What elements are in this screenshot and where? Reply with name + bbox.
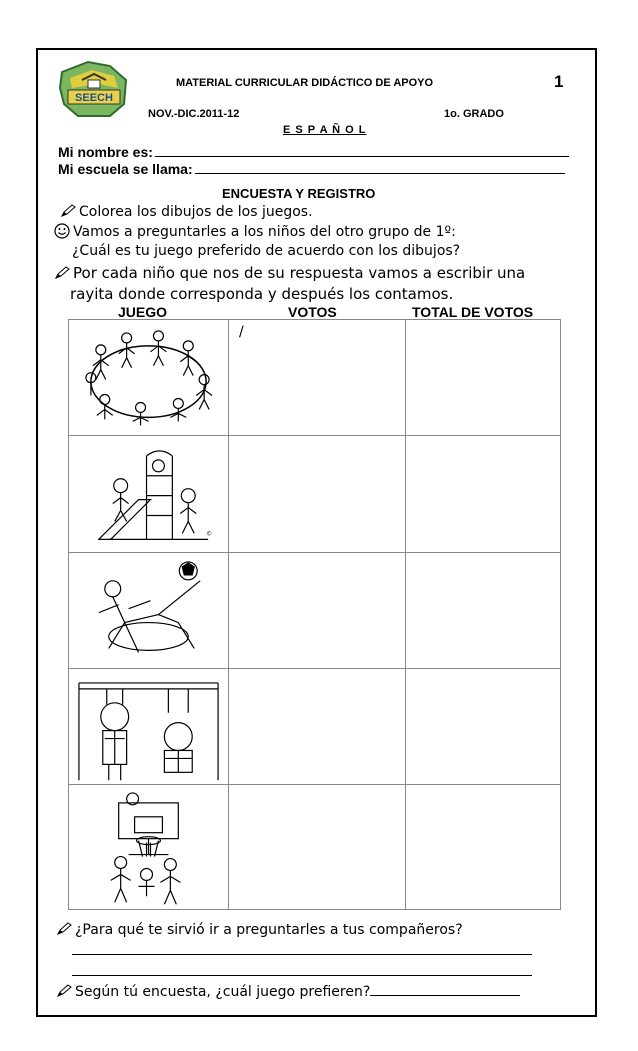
pencil-icon <box>60 204 76 218</box>
slide-illustration <box>69 436 228 551</box>
logo-text: SEECH <box>75 92 113 104</box>
table-row <box>69 436 561 552</box>
table-row <box>69 552 561 668</box>
name-blank[interactable] <box>155 143 569 157</box>
school-field[interactable] <box>58 160 565 177</box>
tally-mark <box>229 785 405 789</box>
question-1 <box>56 922 463 938</box>
ring-game-illustration <box>69 320 228 435</box>
smiley-icon <box>54 223 70 239</box>
question-1-text: ¿Para qué te sirvió ir a preguntarles a tus compañeros? <box>75 922 463 938</box>
section-title: ENCUESTA Y REGISTRO <box>222 186 376 201</box>
total-value <box>406 785 560 789</box>
tally-mark <box>229 669 405 673</box>
basketball-illustration <box>69 785 228 909</box>
answer-blank[interactable] <box>370 983 520 996</box>
school-blank[interactable] <box>195 160 565 174</box>
total-value <box>406 669 560 673</box>
col-header-game: JUEGO <box>118 304 168 320</box>
votes-cell[interactable] <box>229 668 406 784</box>
school-label: Mi escuela se llama: <box>58 161 193 177</box>
instruction-1 <box>60 204 313 220</box>
game-cell <box>69 320 229 436</box>
table-row <box>69 668 561 784</box>
total-cell[interactable] <box>406 785 561 910</box>
total-cell[interactable] <box>406 436 561 552</box>
soccer-illustration <box>69 553 228 668</box>
total-value <box>406 436 560 440</box>
game-cell <box>69 668 229 784</box>
header-title: MATERIAL CURRICULAR DIDÁCTICO DE APOYO <box>176 77 434 89</box>
instruction-1-text: Colorea los dibujos de los juegos. <box>79 204 313 220</box>
col-header-total: TOTAL DE VOTOS <box>412 304 534 320</box>
instruction-3: ¿Cuál es tu juego preferido de acuerdo con los dibujos? <box>72 243 461 259</box>
answer-line-2[interactable] <box>72 975 532 976</box>
name-field[interactable] <box>58 143 569 160</box>
votes-cell[interactable] <box>229 785 406 910</box>
pencil-icon <box>56 922 72 936</box>
period-label: NOV.-DIC.2011-12 <box>148 108 240 120</box>
question-2-text: Según tú encuesta, ¿cuál juego prefieren? <box>75 984 371 1000</box>
game-cell <box>69 785 229 910</box>
total-cell[interactable] <box>406 552 561 668</box>
seech-logo <box>58 58 130 120</box>
game-cell <box>69 436 229 552</box>
pencil-icon <box>56 984 72 998</box>
instruction-4 <box>54 264 525 282</box>
instruction-5: rayita donde corresponda y después los contamos. <box>70 285 454 303</box>
monkey-bars-illustration <box>69 669 228 784</box>
total-value <box>406 320 560 324</box>
total-cell[interactable] <box>406 668 561 784</box>
votes-cell[interactable] <box>229 320 406 436</box>
pencil-icon <box>54 266 70 280</box>
tally-mark <box>229 436 405 440</box>
instruction-2-text: Vamos a preguntarles a los niños del otro grupo de 1º: <box>73 224 456 240</box>
instruction-2 <box>54 223 456 240</box>
total-value <box>406 553 560 557</box>
game-cell <box>69 552 229 668</box>
tally-mark: / <box>239 324 244 340</box>
svg-text:©: © <box>206 530 213 538</box>
votes-cell[interactable] <box>229 436 406 552</box>
survey-table <box>68 319 561 910</box>
question-2 <box>56 983 520 1000</box>
grade-label: 1o. GRADO <box>444 108 504 120</box>
tally-mark <box>229 553 405 557</box>
table-row <box>69 785 561 910</box>
subject-label: E S P A Ñ O L <box>283 124 367 136</box>
page-number: 1 <box>554 72 564 91</box>
name-label: Mi nombre es: <box>58 144 153 160</box>
votes-cell[interactable] <box>229 552 406 668</box>
table-row <box>69 320 561 436</box>
instruction-4-text: Por cada niño que nos de su respuesta vamos a escribir una <box>73 264 526 282</box>
col-header-votes: VOTOS <box>288 304 337 320</box>
answer-line-1[interactable] <box>72 954 532 955</box>
total-cell[interactable] <box>406 320 561 436</box>
